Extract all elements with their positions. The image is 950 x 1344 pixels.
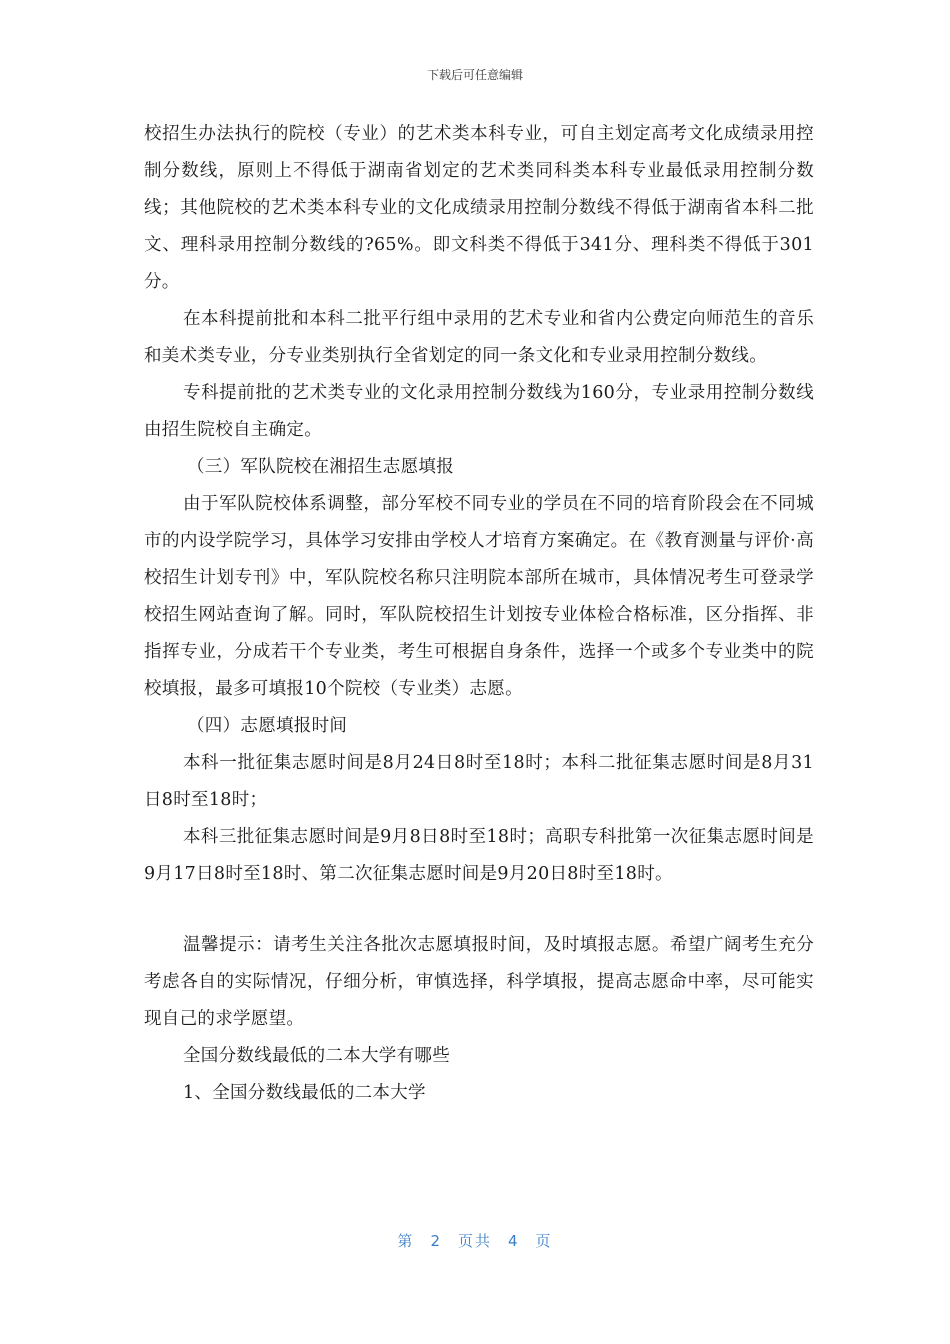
footer-label-of: 页共 xyxy=(457,1232,492,1250)
footer-label-page: 第 xyxy=(397,1232,415,1250)
footer-current-page: 2 xyxy=(430,1232,442,1250)
section-heading-schedule: （四）志愿填报时间 xyxy=(187,716,348,736)
document-body xyxy=(144,116,814,1112)
footer-total-pages: 4 xyxy=(508,1232,520,1250)
footer-label-end: 页 xyxy=(535,1232,553,1250)
paragraph-military-schools: 由于军队院校体系调整，部分军校不同专业的学员在不同的培育阶段会在不同城市的内设学院学习，具体学习安排由学校人才培育方案确定。在《教育测量与评价·高校招生计划专刊》中，军队院校名称只注明院本部所在城市，具体情况考生可登录学校招生网站查询了解。同时，军队院校招生计划按专业体检合格标准，区分指挥、非指挥专业，分成若干个专业类，考生可根据自身条件，选择一个或多个专业类中的院校填报，最多可填报10个院校（专业类）志愿。 xyxy=(144,494,814,699)
paragraph-parallel-group: 在本科提前批和本科二批平行组中录用的艺术专业和省内公费定向师范生的音乐和美术类专业，分专业类别执行全省划定的同一条文化和专业录用控制分数线。 xyxy=(144,309,814,366)
paragraph-tip: 温馨提示：请考生关注各批次志愿填报时间，及时填报志愿。希望广阔考生充分考虑各自的实际情况，仔细分析，审慎选择，科学填报，提高志愿命中率，尽可能实现自己的求学愿望。 xyxy=(144,935,814,1029)
paragraph-spacer xyxy=(144,893,814,927)
page-header: 下载后可任意编辑 xyxy=(426,68,523,82)
section-heading-military: （三）军队院校在湘招生志愿填报 xyxy=(187,457,454,477)
paragraph-question: 全国分数线最低的二本大学有哪些 xyxy=(183,1046,450,1066)
paragraph-list-item-1: 1、全国分数线最低的二本大学 xyxy=(183,1083,426,1103)
paragraph-schedule-batch-3: 本科三批征集志愿时间是9月8日8时至18时；高职专科批第一次征集志愿时间是9月17日8时至18时、第二次征集志愿时间是9月20日8时至18时。 xyxy=(144,827,814,884)
paragraph-schedule-batch-1-2: 本科一批征集志愿时间是8月24日8时至18时；本科二批征集志愿时间是8月31日8时至18时； xyxy=(144,753,814,810)
paragraph-art-control-line: 校招生办法执行的院校（专业）的艺术类本科专业，可自主划定高考文化成绩录用控制分数线，原则上不得低于湖南省划定的艺术类同科类本科专业最低录用控制分数线；其他院校的艺术类本科专业的文化成绩录用控制分数线不得低于湖南省本科二批文、理科录用控制分数线的?65%。即文科类不得低于341分、理科类不得低于301分。 xyxy=(144,124,814,292)
paragraph-vocational-art: 专科提前批的艺术类专业的文化录用控制分数线为160分，专业录用控制分数线由招生院校自主确定。 xyxy=(144,383,814,440)
page-footer xyxy=(0,1230,950,1251)
